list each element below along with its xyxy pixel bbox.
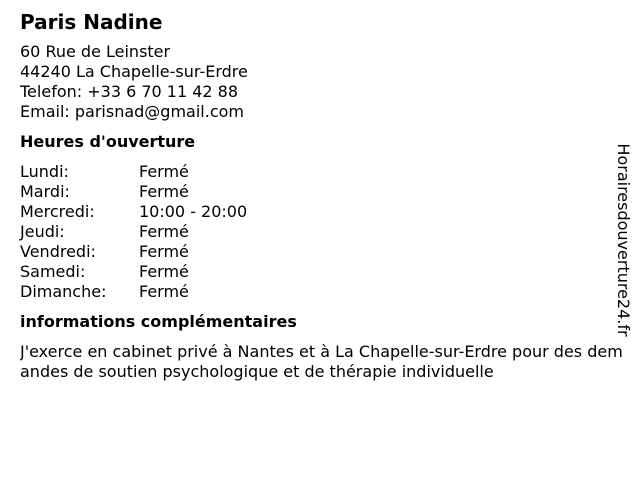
hours-row-wednesday bbox=[20, 202, 610, 222]
hours-time: Fermé bbox=[139, 222, 189, 241]
hours-time: 10:00 - 20:00 bbox=[139, 202, 248, 221]
opening-hours-heading: Heures d'ouverture bbox=[20, 132, 196, 151]
hours-time: Fermé bbox=[139, 262, 189, 281]
hours-day: Mercredi: bbox=[20, 202, 95, 221]
hours-day: Mardi: bbox=[20, 182, 70, 201]
business-name: Paris Nadine bbox=[20, 10, 163, 34]
phone-line: Telefon: +33 6 70 11 42 88 bbox=[20, 82, 239, 101]
additional-info-heading: informations complémentaires bbox=[20, 312, 297, 331]
address-street: 60 Rue de Leinster bbox=[20, 42, 171, 61]
hours-day: Dimanche: bbox=[20, 282, 107, 301]
hours-row-sunday bbox=[20, 282, 610, 302]
hours-row-friday bbox=[20, 242, 610, 262]
email-line: Email: parisnad@gmail.com bbox=[20, 102, 244, 121]
hours-day: Vendredi: bbox=[20, 242, 96, 261]
hours-time: Fermé bbox=[139, 282, 189, 301]
hours-time: Fermé bbox=[139, 162, 189, 181]
additional-info-text: J'exerce en cabinet privé à Nantes et à La Chapelle-sur-Erdre pour des demandes de soutien psychologique et de thérapie individuelle bbox=[20, 342, 623, 381]
hours-time: Fermé bbox=[139, 182, 189, 201]
business-card bbox=[20, 10, 623, 382]
hours-row-saturday bbox=[20, 262, 610, 282]
opening-hours-list bbox=[20, 162, 610, 302]
hours-row-monday bbox=[20, 162, 610, 182]
address-city: 44240 La Chapelle-sur-Erdre bbox=[20, 62, 248, 81]
hours-time: Fermé bbox=[139, 242, 189, 261]
hours-day: Jeudi: bbox=[20, 222, 65, 241]
hours-day: Samedi: bbox=[20, 262, 86, 281]
site-watermark: Horairesdouverture24.fr bbox=[614, 143, 633, 337]
hours-day: Lundi: bbox=[20, 162, 69, 181]
hours-row-thursday bbox=[20, 222, 610, 242]
hours-row-tuesday bbox=[20, 182, 610, 202]
